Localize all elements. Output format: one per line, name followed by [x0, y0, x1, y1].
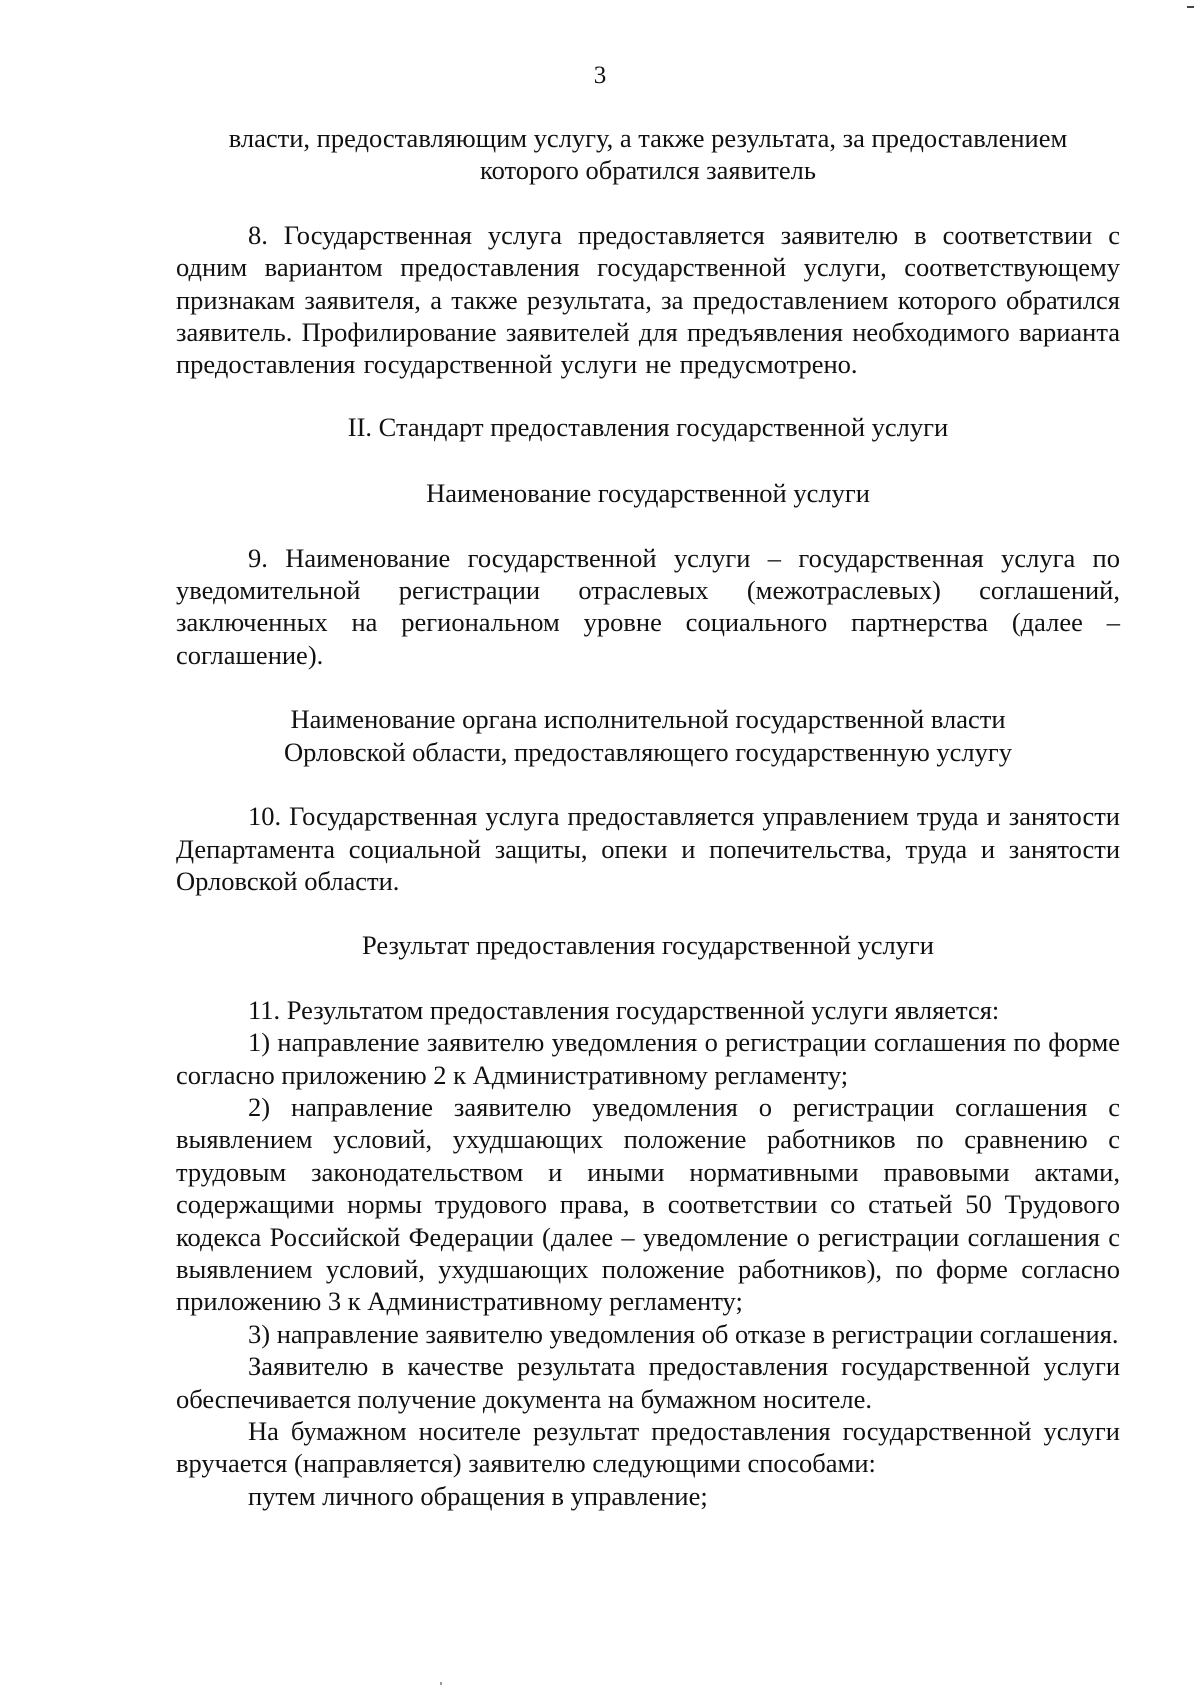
scan-dot [440, 1682, 442, 1685]
delivery-method-personal: путем личного обращения в управление; [248, 1480, 708, 1511]
clause-8: 8. Государственная услуга предоставляется заявителю в соответствии с одним вариантом предоставления государственной услуги, соответствующему признакам заявителя, а также результата, за предоставлением которого обратился заявитель. Профилирование заявителей для предъявления необходимого варианта предоставления государственной услуги не предусмотрено. [176, 219, 1120, 380]
clause-11-intro: 11. Результатом предоставления государственной услуги является: [248, 994, 1000, 1025]
clause-11-item-2: 2) направление заявителю уведомления о регистрации соглашения с выявлением условий, ухудшающих положение работников по сравнению с трудовым законодательством и иными нормативными правовыми актами, содержащими нормы трудового права, в соответствии со статьей 50 Трудового кодекса Российской Федерации (далее – уведомление о регистрации соглашения с выявлением условий, ухудшающих положение работников), по форме согласно приложению 3 к Административному регламенту; [176, 1091, 1120, 1317]
intro-heading-tail [176, 122, 1120, 187]
clause-11-item-1: 1) направление заявителю уведомления о регистрации соглашения по форме согласно приложению 2 к Административному регламенту; [176, 1027, 1120, 1090]
result-heading: Результат предоставления государственной услуги [362, 930, 934, 961]
delivery-methods-paragraph: На бумажном носителе результат предоставления государственной услуги вручается (направляется) заявителю следующими способами: [176, 1416, 1120, 1479]
authority-heading [176, 703, 1120, 768]
clause-10: 10. Государственная услуга предоставляется управлением труда и занятости Департамента социальной защиты, опеки и попечительства, труда и занятости Орловской области. [176, 801, 1120, 896]
service-name-heading: Наименование государственной услуги [426, 478, 870, 509]
authority-heading-line-1: Наименование органа исполнительной государственной власти [290, 704, 1006, 735]
scan-mark [1187, 6, 1194, 8]
clause-11-item-3: 3) направление заявителю уведомления об отказе в регистрации соглашения. [248, 1318, 1119, 1349]
intro-line-1: власти, предоставляющим услугу, а также результата, за предоставлением [228, 123, 1068, 153]
document-body [176, 122, 1120, 1512]
intro-line-2: которого обратился заявитель [480, 155, 816, 186]
clause-9: 9. Наименование государственной услуги – государственная услуга по уведомительной регистрации отраслевых (межотраслевых) соглашений, заключенных на региональном уровне социального партнерства (далее – соглашение). [176, 542, 1120, 670]
paper-result-paragraph: Заявителю в качестве результата предоставления государственной услуги обеспечивается получение документа на бумажном носителе. [176, 1351, 1120, 1414]
page-number: 3 [593, 62, 607, 89]
section-2-title: II. Стандарт предоставления государственной услуги [347, 411, 949, 442]
authority-heading-line-2: Орловской области, предоставляющего государственную услугу [283, 736, 1013, 767]
